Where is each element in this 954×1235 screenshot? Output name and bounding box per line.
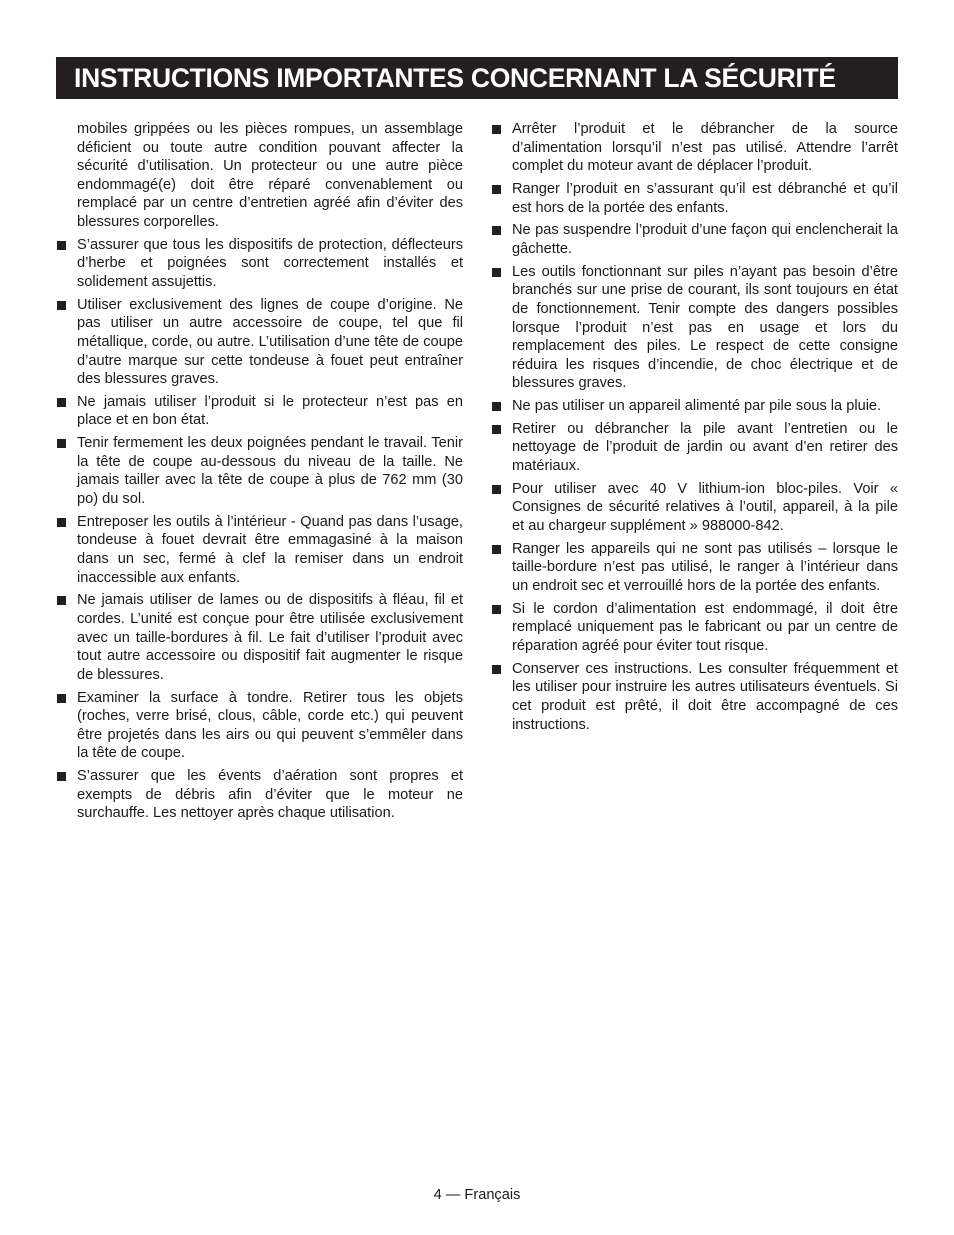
list-item bbox=[55, 513, 463, 587]
list-item bbox=[490, 120, 898, 176]
list-item bbox=[55, 767, 463, 823]
list-item bbox=[55, 393, 463, 430]
square-bullet-icon bbox=[57, 439, 66, 448]
square-bullet-icon bbox=[57, 694, 66, 703]
page-title: INSTRUCTIONS IMPORTANTES CONCERNANT LA SÉCURITÉ bbox=[56, 57, 898, 99]
page-footer: 4 — Français bbox=[433, 1187, 521, 1203]
square-bullet-icon bbox=[492, 226, 501, 235]
square-bullet-icon bbox=[57, 518, 66, 527]
square-bullet-icon bbox=[492, 605, 501, 614]
list-item-text: Pour utiliser avec 40 V lithium-ion bloc-piles. Voir « Consignes de sécurité relatives à l’outil, appareil, à la pile et au chargeur supplément » 988000-842. bbox=[512, 480, 898, 534]
list-item-text: Si le cordon d’alimentation est endommagé, il doit être remplacé uniquement pas le fabricant ou par un centre de réparation agréé pour éviter tout risque. bbox=[512, 600, 898, 654]
list-item bbox=[55, 296, 463, 389]
list-item bbox=[490, 660, 898, 734]
square-bullet-icon bbox=[57, 596, 66, 605]
list-item-text: Entreposer les outils à l’intérieur - Quand pas dans l’usage, tondeuse à fouet devrait être emmagasiné à la maison dans un sec, fermé à clef la remiser dans un endroit inaccessible aux enfants. bbox=[77, 513, 463, 586]
list-item-text: Ranger l’produit en s’assurant qu’il est débranché et qu’il est hors de la portée des enfants. bbox=[512, 180, 898, 216]
right-column bbox=[490, 120, 898, 738]
square-bullet-icon bbox=[492, 185, 501, 194]
list-item-text: Ranger les appareils qui ne sont pas utilisés – lorsque le taille-bordure n’est pas utilisé, le ranger à l’intérieur dans un endroit sec et verrouillé hors de la portée des enfants. bbox=[512, 540, 898, 594]
list-item-text: Ne pas suspendre l’produit d’une façon qui enclencherait la gâchette. bbox=[512, 222, 898, 257]
square-bullet-icon bbox=[492, 268, 501, 277]
continuation-paragraph: mobiles grippées ou les pièces rompues, un assemblage déficient ou toute autre condition pouvant affecter la sécurité d’utilisation. Un protecteur ou une autre pièce endommagé(e) doit être réparé convenablement ou remplacé par un centre d’entretien agréé afin d’éviter des blessures corporelles. bbox=[77, 121, 463, 230]
list-item bbox=[490, 221, 898, 258]
square-bullet-icon bbox=[492, 425, 501, 434]
list-item bbox=[55, 434, 463, 508]
list-item bbox=[490, 420, 898, 476]
square-bullet-icon bbox=[492, 545, 501, 554]
list-item bbox=[55, 689, 463, 763]
list-item-text: Retirer ou débrancher la pile avant l’entretien ou le nettoyage de l’produit de jardin ou avant d’en retirer des matériaux. bbox=[512, 420, 898, 475]
list-item-text: Utiliser exclusivement des lignes de coupe d’origine. Ne pas utiliser un autre accessoire de coupe, tel que fil métallique, corde, ou autre. L’utilisation d’une tête de coupe d’autre marque sur cette tondeuse à fouet peut entraîner des blessures graves. bbox=[77, 296, 463, 388]
square-bullet-icon bbox=[57, 301, 66, 310]
list-item bbox=[490, 263, 898, 393]
list-item-text: S’assurer que tous les dispositifs de protection, déflecteurs d’herbe et poignées sont correctement installés et solidement assujettis. bbox=[77, 236, 463, 290]
list-item-text: Les outils fonctionnant sur piles n’ayant pas besoin d’être branchés sur une prise de courant, ils sont toujours en état de fonctionnement. Tenir compte des dangers possibles lorsque l’produit n’est pas en usage et lors du remplacement des piles. Le respect de cette consigne réduira les risques d’incendie, de choc électrique et de blessures graves. bbox=[512, 263, 898, 392]
list-item-text: S’assurer que les évents d’aération sont propres et exempts de débris afin d’éviter que le moteur ne surchauffe. Les nettoyer après chaque utilisation. bbox=[77, 768, 463, 822]
square-bullet-icon bbox=[57, 772, 66, 781]
square-bullet-icon bbox=[57, 398, 66, 407]
list-item-text: Ne jamais utiliser de lames ou de dispositifs à fléau, fil et cordes. L’unité est conçue pour être utilisée exclusivement avec un taille-bordures à fil. Le fait d’utiliser l’produit avec tout autre accessoire ou dispositif fait augmenter le risque de blessures. bbox=[77, 592, 463, 683]
list-item bbox=[490, 397, 898, 416]
square-bullet-icon bbox=[57, 241, 66, 250]
list-item bbox=[490, 480, 898, 536]
list-item-text: Conserver ces instructions. Les consulter fréquemment et les utiliser pour instruire les autres utilisateurs éventuels. Si cet produit est prêté, il doit être accompagné de ces instructions. bbox=[512, 660, 898, 733]
list-item-text: Ne pas utiliser un appareil alimenté par pile sous la pluie. bbox=[512, 398, 882, 415]
list-item bbox=[490, 540, 898, 596]
list-item-text: Ne jamais utiliser l’produit si le protecteur n’est pas en place et en bon état. bbox=[77, 393, 463, 429]
list-item-text: Arrêter l’produit et le débrancher de la source d’alimentation lorsqu’il n’est pas utilisé. Attendre l’arrêt complet du moteur avant de déplacer l’produit. bbox=[512, 121, 898, 175]
list-item bbox=[55, 236, 463, 292]
list-item-text: Tenir fermement les deux poignées pendant le travail. Tenir la tête de coupe au-dessous du niveau de la taille. Ne jamais tailler avec la tête de coupe à plus de 762 mm (30 po) du sol. bbox=[77, 435, 463, 508]
square-bullet-icon bbox=[492, 665, 501, 674]
square-bullet-icon bbox=[492, 125, 501, 134]
list-item bbox=[490, 180, 898, 217]
list-item bbox=[55, 591, 463, 684]
square-bullet-icon bbox=[492, 485, 501, 494]
list-item-text: Examiner la surface à tondre. Retirer tous les objets (roches, verre brisé, clous, câble, corde etc.) qui peuvent être projetés dans les airs ou qui peuvent s’emmêler dans la tête de coupe. bbox=[77, 689, 463, 762]
left-column bbox=[55, 120, 463, 827]
list-item bbox=[490, 600, 898, 656]
square-bullet-icon bbox=[492, 402, 501, 411]
